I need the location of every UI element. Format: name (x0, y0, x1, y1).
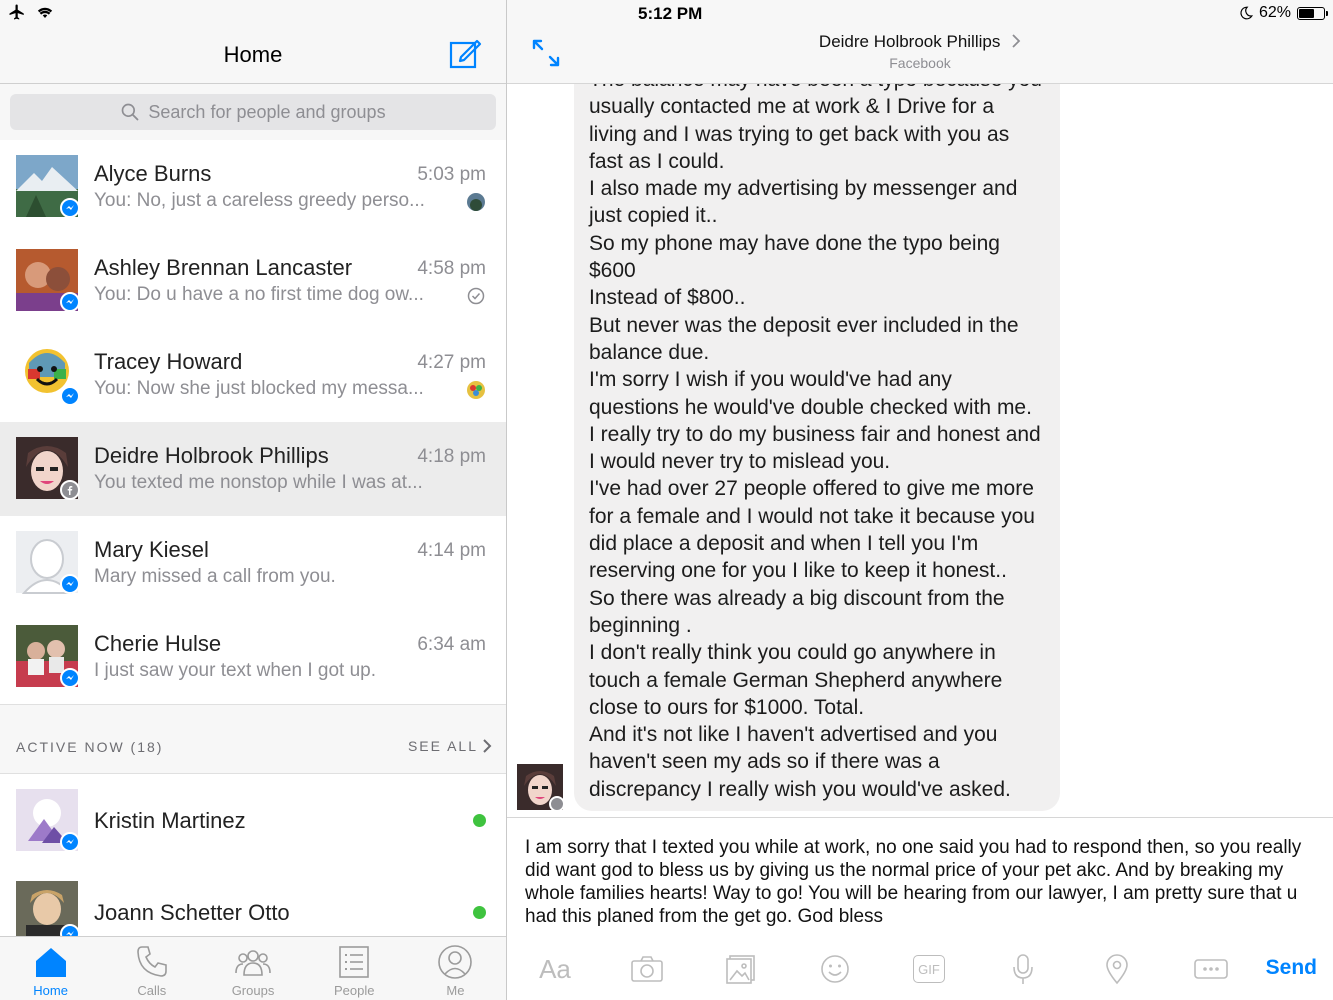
conversation-row-selected[interactable] (0, 422, 506, 516)
timestamp: 4:18 pm (417, 446, 486, 467)
voice-button[interactable] (1003, 944, 1043, 994)
message-line: beginning . (589, 613, 692, 637)
composer-toolbar (507, 944, 1333, 994)
gif-button[interactable] (909, 944, 949, 994)
moon-icon (1239, 6, 1253, 20)
message-line: I would never try to mislead you. (589, 450, 891, 474)
message-line: But never was the deposit ever included in the (589, 313, 1019, 337)
gif-icon: GIF (913, 955, 945, 983)
timestamp: 4:58 pm (417, 258, 486, 279)
message-line: I'm sorry I wish if you would've had any (589, 368, 952, 392)
contact-name: Ashley Brennan Lancaster (94, 255, 353, 280)
message-snippet: You: Now she just blocked my messa... (94, 378, 424, 399)
message-line: haven't seen my ads so if there was a (589, 750, 940, 774)
received-message-bubble[interactable] (574, 66, 1060, 811)
contact-name: Kristin Martinez (94, 808, 246, 833)
message-snippet: You texted me nonstop while I was at... (94, 472, 423, 493)
photo-icon (726, 954, 756, 984)
message-line: So my phone may have done the typo being (589, 231, 1000, 255)
contact-name: Joann Schetter Otto (94, 900, 290, 925)
message-snippet: You: Do u have a no first time dog ow... (94, 284, 424, 305)
status-bar (0, 0, 1333, 26)
messenger-badge-icon (60, 574, 80, 594)
location-pin-icon (1105, 953, 1129, 985)
microphone-icon (1012, 953, 1034, 985)
person-icon (436, 943, 474, 981)
list-icon (335, 943, 373, 981)
tab-bar (0, 936, 506, 1000)
message-snippet: You: No, just a careless greedy perso... (94, 190, 425, 211)
delivered-check-icon (466, 286, 486, 306)
conversation-row[interactable] (0, 610, 506, 704)
message-line: I've had over 27 people offered to give me more (589, 477, 1034, 501)
messenger-badge-icon (60, 386, 80, 406)
house-icon (32, 943, 70, 981)
conversation-list (0, 140, 506, 958)
messenger-badge-icon (60, 198, 80, 218)
message-line: touch a female German Shepherd anywhere (589, 668, 1003, 692)
tab-calls[interactable] (101, 937, 202, 1000)
chevron-right-icon (1011, 34, 1021, 48)
see-all-button[interactable] (408, 738, 492, 754)
wifi-icon (36, 5, 54, 19)
messenger-badge-icon (60, 832, 80, 852)
tab-home[interactable] (0, 937, 101, 1000)
message-snippet: Mary missed a call from you. (94, 566, 336, 587)
more-button[interactable] (1191, 944, 1231, 994)
conversation-row[interactable] (0, 328, 506, 422)
more-icon (1194, 957, 1228, 981)
tab-people[interactable] (304, 937, 405, 1000)
timestamp: 4:14 pm (417, 540, 486, 561)
seen-avatar-icon (466, 380, 486, 400)
message-line: I really try to do my business fair and honest and (589, 422, 1041, 446)
contact-name: Deidre Holbrook Phillips (94, 443, 329, 468)
contact-name: Tracey Howard (94, 349, 243, 374)
message-snippet: I just saw your text when I got up. (94, 660, 376, 681)
message-line: Instead of $800.. (589, 286, 746, 310)
message-line: did place a deposit and when I tell you I'm (589, 532, 979, 556)
camera-icon (630, 955, 664, 983)
airplane-icon (8, 3, 26, 21)
tab-label: Groups (231, 983, 275, 998)
message-composer (507, 817, 1333, 1000)
message-line: reserving one for you I like to keep it honest.. (589, 559, 1007, 583)
contact-name: Mary Kiesel (94, 537, 209, 562)
message-line: I don't really think you could go anywhere in (589, 641, 996, 665)
conversation-row[interactable] (0, 140, 506, 234)
battery-icon (1297, 7, 1325, 20)
conversation-row[interactable] (0, 516, 506, 610)
message-line: usually contacted me at work & I Drive for a (589, 95, 994, 119)
online-indicator-icon (473, 814, 486, 827)
tab-label: Me (446, 983, 465, 998)
contact-name: Cherie Hulse (94, 631, 222, 656)
see-all-label: SEE ALL (407, 738, 478, 754)
message-input[interactable]: I am sorry that I texted you while at work, no one said you had to respond then, so you really did want god to bless us by giving us the normal price of your pet akc. And by breaking my whole families hearts! Way to go! You will be hearing from our lawyer, I am pretty sure that u had this planed from the get go. God bless (525, 837, 1302, 927)
messenger-badge-icon (60, 668, 80, 688)
text-format-label: Aa (539, 953, 571, 984)
message-line: And it's not like I haven't advertised and you (589, 723, 998, 747)
compose-icon[interactable] (448, 36, 482, 70)
battery-fill (1299, 9, 1314, 18)
groups-icon (234, 943, 272, 981)
message-line: living and I was trying to get back with you as (589, 122, 1010, 146)
search-placeholder: Search for people and groups (148, 101, 386, 122)
camera-button[interactable] (627, 944, 667, 994)
message-line: just copied it.. (589, 204, 718, 228)
message-line: for a female and I would not take it because you (589, 504, 1035, 528)
battery-percent: 62% (1258, 4, 1291, 21)
send-button[interactable]: Send (1265, 956, 1317, 979)
clock: 5:12 PM (638, 4, 703, 23)
chevron-right-icon (482, 739, 492, 753)
tab-label: Home (33, 983, 68, 998)
search-icon (120, 102, 140, 122)
message-line: fast as I could. (589, 149, 725, 173)
message-line: $600 (589, 259, 636, 283)
smiley-icon (820, 954, 850, 984)
chat-contact-name: Deidre Holbrook Phillips (818, 32, 1001, 51)
message-line: So there was already a big discount from the (589, 586, 1005, 610)
message-thread (507, 84, 1333, 817)
facebook-badge-icon (549, 796, 565, 812)
tab-groups[interactable] (202, 937, 303, 1000)
tab-label: Calls (137, 983, 167, 998)
photo-button[interactable] (721, 944, 761, 994)
text-format-button[interactable] (535, 944, 575, 994)
message-line: questions he would've double checked with me. (589, 395, 1032, 419)
messenger-badge-icon (60, 292, 80, 312)
online-indicator-icon (473, 906, 486, 919)
message-line: balance due. (589, 340, 710, 364)
active-now-title: ACTIVE NOW (18) (16, 739, 164, 755)
tab-me[interactable] (405, 937, 506, 1000)
conversation-row[interactable] (0, 234, 506, 328)
message-line: I also made my advertising by messenger and (589, 177, 1018, 201)
emoji-button[interactable] (815, 944, 855, 994)
chat-contact-name-button[interactable] (507, 32, 1333, 52)
timestamp: 5:03 pm (417, 164, 486, 185)
contact-name: Alyce Burns (94, 161, 212, 186)
chat-pane (507, 0, 1333, 1000)
seen-avatar-icon (466, 192, 486, 212)
active-person-row[interactable] (0, 774, 506, 866)
message-line: close to ours for $1000. Total. (589, 695, 865, 719)
search-input[interactable] (10, 94, 496, 130)
page-title: Home (223, 42, 283, 67)
chat-contact-source: Facebook (889, 55, 951, 71)
message-line: discrepancy I really wish you would've asked. (589, 777, 1011, 801)
timestamp: 4:27 pm (417, 352, 486, 373)
facebook-badge-icon (60, 480, 80, 500)
tab-label: People (333, 983, 375, 998)
active-now-header (0, 704, 506, 774)
timestamp: 6:34 am (417, 634, 486, 655)
location-button[interactable] (1097, 944, 1137, 994)
conversation-list-pane (0, 0, 507, 1000)
phone-icon (133, 943, 171, 981)
